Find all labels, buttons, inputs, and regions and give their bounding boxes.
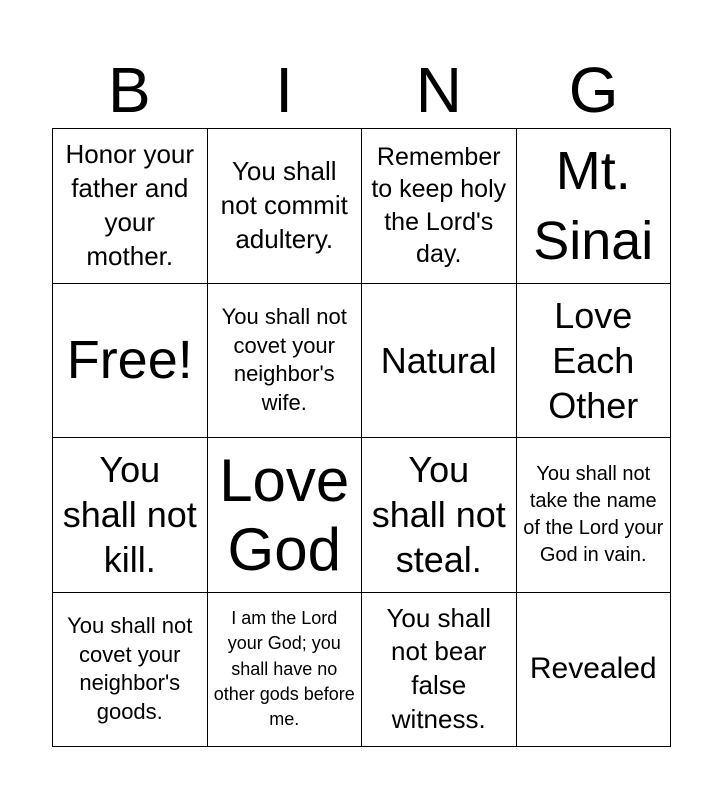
bingo-cell-text: Mt. Sinai [533, 140, 654, 271]
bingo-cell-text: Love God [219, 446, 350, 583]
bingo-cell[interactable] [362, 593, 516, 747]
bingo-cell[interactable] [208, 593, 362, 747]
bingo-cell-free[interactable] [53, 284, 207, 438]
bingo-cell-text: Free! [66, 329, 193, 390]
bingo-cell[interactable] [517, 438, 671, 592]
bingo-cell[interactable] [53, 129, 207, 283]
bingo-cell-text: Remember to keep holy the Lord's day. [371, 142, 507, 269]
bingo-cell[interactable] [362, 284, 516, 438]
header-letter-i: I [275, 54, 294, 126]
bingo-cell-text: I am the Lord your God; you shall have no other gods before me. [213, 608, 355, 730]
bingo-cell-text: Love Each Other [548, 294, 639, 426]
bingo-cell-text: You shall not kill. [62, 449, 197, 581]
bingo-cell[interactable] [362, 129, 516, 283]
bingo-cell[interactable] [53, 438, 207, 592]
bingo-cell-text: Revealed [529, 652, 657, 686]
bingo-cell[interactable] [517, 129, 671, 283]
bingo-cell[interactable] [208, 438, 362, 592]
bingo-cell[interactable] [517, 593, 671, 747]
bingo-cell[interactable] [362, 438, 516, 592]
bingo-cell-text: You shall not covet your neighbor's wife. [221, 304, 347, 415]
header-letter-b: B [108, 54, 151, 126]
header-letter-n: N [415, 54, 462, 126]
bingo-header [52, 52, 671, 128]
bingo-cell-text: Honor your father and your mother. [65, 139, 195, 271]
bingo-cell[interactable] [208, 284, 362, 438]
bingo-cell[interactable] [208, 129, 362, 283]
bingo-cell[interactable] [53, 593, 207, 747]
bingo-cell[interactable] [517, 284, 671, 438]
bingo-cell-text: You shall not covet your neighbor's goods. [67, 613, 193, 724]
bingo-cell-text: You shall not take the name of the Lord your God in vain. [523, 462, 664, 566]
bingo-cell-text: You shall not bear false witness. [386, 602, 492, 735]
bingo-cell-text: You shall not commit adultery. [220, 156, 348, 254]
bingo-cell-text: Natural [380, 339, 497, 381]
bingo-card-grid [52, 128, 671, 747]
header-letter-g: G [568, 54, 619, 126]
bingo-cell-text: You shall not steal. [371, 449, 506, 581]
